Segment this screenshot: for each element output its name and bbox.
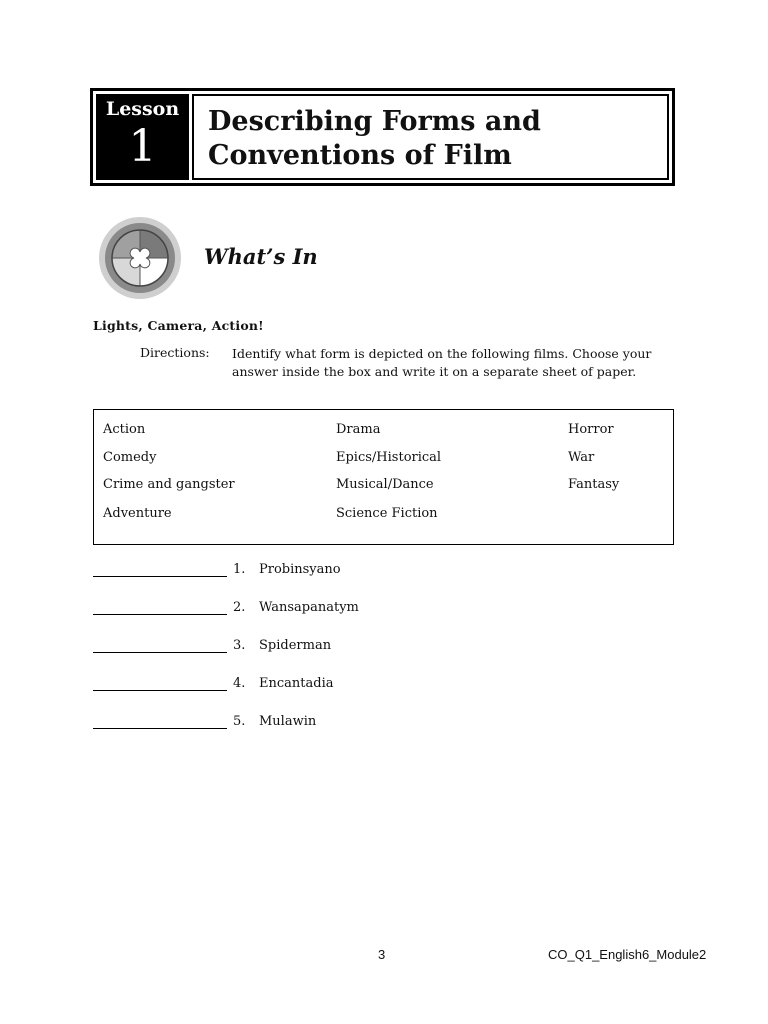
film-title: Encantadia bbox=[259, 676, 334, 691]
lesson-badge bbox=[96, 94, 189, 180]
item-number: 1. bbox=[233, 562, 246, 577]
lesson-title-line-1: Describing Forms and bbox=[208, 106, 541, 137]
choice-option: Epics/Historical bbox=[336, 450, 442, 465]
film-title: Wansapanatym bbox=[259, 600, 359, 615]
choice-option: Horror bbox=[568, 422, 614, 437]
lesson-label: Lesson bbox=[105, 98, 180, 120]
answer-blank[interactable] bbox=[93, 728, 227, 729]
lesson-title-line-2: Conventions of Film bbox=[208, 140, 512, 171]
section-title: What’s In bbox=[204, 244, 318, 269]
item-number: 2. bbox=[233, 600, 246, 615]
choice-option: Science Fiction bbox=[336, 506, 438, 521]
lesson-header bbox=[90, 88, 675, 186]
choice-option: Fantasy bbox=[568, 477, 620, 492]
answer-blank[interactable] bbox=[93, 652, 227, 653]
item-number: 5. bbox=[233, 714, 246, 729]
page-number: 3 bbox=[378, 947, 386, 962]
answer-blank[interactable] bbox=[93, 690, 227, 691]
puzzle-icon bbox=[96, 216, 184, 300]
film-title: Spiderman bbox=[259, 638, 332, 653]
module-code: CO_Q1_English6_Module2 bbox=[548, 947, 707, 962]
item-number: 4. bbox=[233, 676, 246, 691]
item-number: 3. bbox=[233, 638, 246, 653]
film-title: Mulawin bbox=[259, 714, 317, 729]
choice-option: Comedy bbox=[103, 450, 157, 465]
activity-title: Lights, Camera, Action! bbox=[93, 318, 264, 333]
answer-blank[interactable] bbox=[93, 614, 227, 615]
answer-blank[interactable] bbox=[93, 576, 227, 577]
choice-option: Crime and gangster bbox=[103, 477, 235, 492]
film-title: Probinsyano bbox=[259, 562, 341, 577]
directions-label: Directions: bbox=[140, 345, 210, 360]
choice-option: Action bbox=[103, 422, 146, 437]
lesson-number: 1 bbox=[128, 121, 157, 172]
directions-text: Identify what form is depicted on the following films. Choose your answer inside the box and write it on a separate sheet of paper. bbox=[232, 346, 652, 379]
choice-option: Adventure bbox=[103, 506, 172, 521]
choice-option: War bbox=[568, 450, 595, 465]
choice-option: Musical/Dance bbox=[336, 477, 434, 492]
lesson-title-box bbox=[192, 94, 669, 180]
choice-option: Drama bbox=[336, 422, 381, 437]
choices-box bbox=[93, 409, 674, 545]
